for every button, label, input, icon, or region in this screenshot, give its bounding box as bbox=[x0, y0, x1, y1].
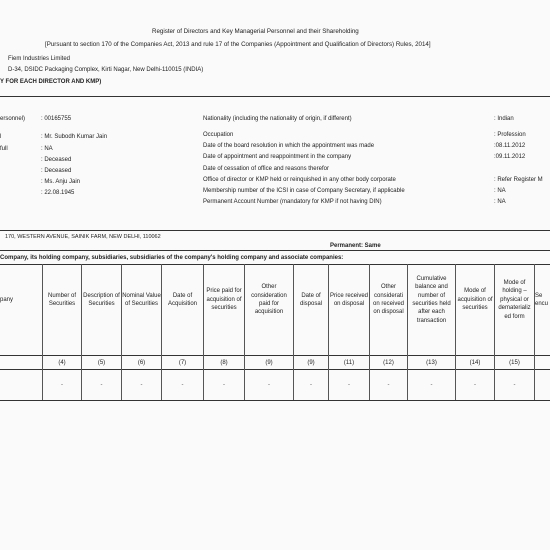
name-value: : Mr. Subodh Kumar Jain bbox=[41, 134, 108, 140]
col-number: (14) bbox=[469, 360, 481, 366]
table-cell: - bbox=[430, 382, 433, 388]
col-header-description: Description of Securities bbox=[83, 292, 120, 307]
company-name: Fiem Industries Limited bbox=[8, 56, 71, 62]
register-title: Register of Directors and Key Managerial Personnel and their Shareholding bbox=[152, 28, 359, 35]
col-header-acq-date: Date of Acquisition bbox=[167, 292, 197, 307]
din-value: : 00165755 bbox=[41, 116, 72, 122]
right-label: Occupation bbox=[203, 132, 234, 138]
col-header-other-received: Other considerati on received on disposal bbox=[372, 284, 405, 316]
table-cell: - bbox=[474, 382, 476, 388]
table-header-rule bbox=[0, 355, 550, 356]
appointment-date: :09.11.2012 bbox=[494, 154, 526, 160]
company-address: D-34, DSIDC Packaging Complex, Kirti Nagar, New Delhi-110015 (INDIA) bbox=[8, 67, 204, 73]
col-number: (4) bbox=[58, 360, 66, 366]
col-number: (5) bbox=[97, 360, 106, 366]
left-label: full bbox=[0, 146, 8, 152]
table-cell: - bbox=[387, 382, 390, 388]
col-header-number: Number of Securities bbox=[47, 292, 76, 307]
col-number: (6) bbox=[137, 360, 146, 366]
permanent-address: Permanent: Same bbox=[330, 243, 381, 249]
col-header-mode-holding: Mode of holding – physical or dematerializ ed form bbox=[498, 280, 531, 320]
col-header-disposal-date: Date of disposal bbox=[299, 292, 322, 307]
col-header-mode-acq: Mode of acquisition of securities bbox=[457, 288, 493, 312]
mother-name-value: : Deceased bbox=[41, 168, 72, 174]
col-number: (12) bbox=[383, 360, 394, 366]
left-label: l bbox=[0, 134, 2, 140]
col-header-price-paid: Price paid for acquisition of securities bbox=[206, 288, 242, 312]
table-cell: - bbox=[140, 382, 143, 388]
col-header-company: pany bbox=[0, 296, 14, 303]
col-number: (7) bbox=[178, 360, 187, 366]
nationality-value: : Indian bbox=[494, 116, 514, 122]
table-cell: - bbox=[348, 382, 350, 388]
right-label: Date of appointment and reappointment in the company bbox=[203, 154, 352, 160]
col-number: (8) bbox=[220, 360, 228, 366]
icsi-membership-value: : NA bbox=[494, 188, 506, 194]
col-number: (11) bbox=[343, 360, 355, 366]
col-number: (9) bbox=[307, 360, 315, 366]
table-cell: - bbox=[223, 382, 225, 388]
spouse-name-value: : Ms. Anju Jain bbox=[41, 179, 81, 185]
residential-address: 170, WESTERN AVENUE, SAINIK FARM, NEW DELHI, 110062 bbox=[5, 234, 161, 240]
register-subtitle: [Pursuant to section 170 of the Companies Act, 2013 and rule 17 of the Companies (Appointment and Qualification of Directors) Rules, 2014] bbox=[45, 41, 431, 48]
table-caption: Company, its holding company, subsidiaries, subsidiaries of the company's holding company and associate companies: bbox=[0, 255, 344, 261]
col-header-encumbrance: Se encu bbox=[535, 292, 549, 307]
col-header-price-received: Price received on disposal bbox=[329, 292, 368, 307]
right-label: Office of director or KMP held or reinquished in any other body corporate bbox=[203, 177, 396, 183]
table-cell: - bbox=[268, 382, 270, 388]
table-row-rule bbox=[0, 400, 550, 401]
other-office-value: : Refer Register M bbox=[494, 177, 543, 183]
col-header-other-paid: Other consideration paid for acquisition bbox=[251, 284, 287, 316]
right-label: Membership number of the ICSI in case of Company Secretary, if applicable bbox=[203, 188, 405, 194]
father-name-value: : Deceased bbox=[41, 157, 72, 163]
pan-value: : NA bbox=[494, 199, 506, 205]
address-top-rule bbox=[0, 230, 550, 231]
col-header-nominal: Nominal Value of Securities bbox=[122, 292, 161, 307]
board-resolution-date: :08.11.2012 bbox=[494, 143, 526, 149]
table-cell: - bbox=[181, 382, 184, 388]
header-divider bbox=[0, 96, 550, 97]
dob-value: : 22.08.1945 bbox=[41, 190, 75, 196]
table-cell: - bbox=[310, 382, 312, 388]
section-heading: Y FOR EACH DIRECTOR AND KMP) bbox=[0, 79, 102, 85]
right-label: Date of cessation of office and reasons therefor bbox=[203, 166, 329, 172]
occupation-value: : Profession bbox=[494, 132, 526, 138]
former-name-value: : NA bbox=[41, 146, 53, 152]
right-label: Permanent Account Number (mandatory for KMP if not having DIN) bbox=[203, 199, 382, 205]
col-number: (15) bbox=[509, 360, 520, 366]
table-cell: - bbox=[100, 382, 103, 388]
right-label: Date of the board resolution in which the appointment was made bbox=[203, 143, 375, 149]
col-number: (13) bbox=[426, 360, 437, 366]
left-label: ersonnel) bbox=[0, 116, 26, 122]
right-label: Nationality (including the nationality of origin, if different) bbox=[203, 116, 352, 122]
col-number: (9) bbox=[265, 360, 273, 366]
col-header-cumulative: Cumulative balance and number of securities held after each transaction bbox=[412, 275, 451, 324]
table-cell: - bbox=[513, 382, 516, 388]
table-cell: - bbox=[61, 382, 63, 388]
table-number-rule bbox=[0, 369, 550, 370]
